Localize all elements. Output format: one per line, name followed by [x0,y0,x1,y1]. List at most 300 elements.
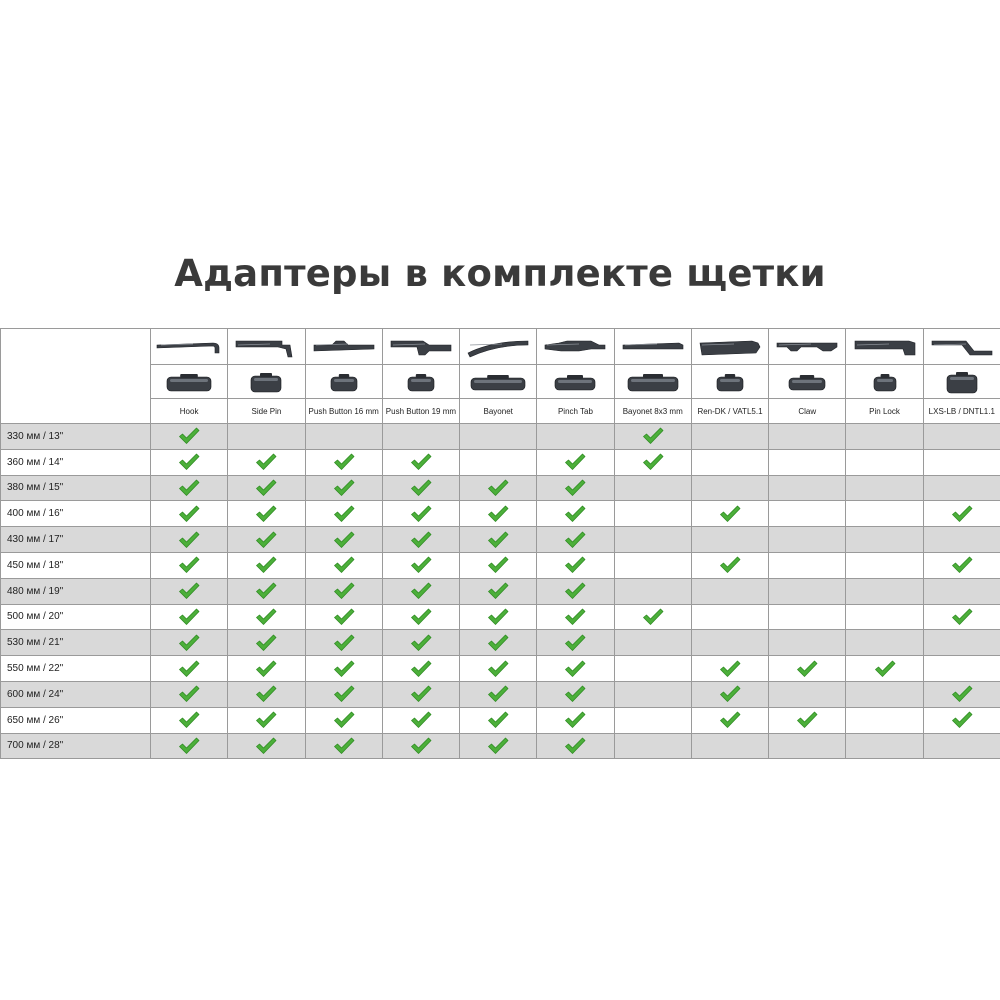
header-corner-cell [1,329,151,424]
check-mark-icon [564,736,586,756]
compat-cell [691,578,768,604]
compat-cell [614,449,691,475]
compat-cell [228,552,305,578]
compat-cell [691,449,768,475]
compat-cell [614,424,691,450]
check-mark-icon [410,710,432,730]
compat-cell [691,552,768,578]
compat-cell [923,578,1000,604]
check-mark-icon [951,504,973,524]
compat-cell [923,527,1000,553]
compat-cell [614,578,691,604]
check-mark-icon [564,555,586,575]
compat-cell [151,424,228,450]
check-mark-icon [564,633,586,653]
table-row [1,681,1000,707]
compat-cell [923,630,1000,656]
compat-cell [769,733,846,759]
check-mark-icon [255,736,277,756]
compat-cell [460,527,537,553]
adapter-clip-photo [466,368,530,396]
compat-cell [846,475,923,501]
check-mark-icon [333,710,355,730]
compat-cell [228,604,305,630]
adapter-clip-photo [621,368,685,396]
compat-cell [769,449,846,475]
check-mark-icon [487,684,509,704]
compat-cell [228,501,305,527]
compat-cell [846,733,923,759]
check-mark-icon [255,530,277,550]
check-mark-icon [564,452,586,472]
compat-cell [614,733,691,759]
check-mark-icon [796,710,818,730]
compat-cell [382,424,459,450]
adapter-bar-photo [539,333,611,361]
check-mark-icon [951,555,973,575]
compat-cell [691,475,768,501]
table-row [1,630,1000,656]
compat-cell [691,527,768,553]
check-mark-icon [487,478,509,498]
check-mark-icon [564,710,586,730]
adapter-clip-cell [769,365,846,399]
table-row [1,578,1000,604]
adapter-bar-photo [617,333,689,361]
check-mark-icon [564,659,586,679]
compat-cell [460,475,537,501]
check-mark-icon [487,581,509,601]
compat-cell [460,424,537,450]
compat-cell [614,681,691,707]
compat-cell [305,656,382,682]
adapter-bar-photo [308,333,380,361]
compat-cell [691,630,768,656]
compat-cell [151,604,228,630]
compat-cell [151,449,228,475]
compat-cell [460,630,537,656]
compat-cell [923,501,1000,527]
adapter-name-label: LXS-LB / DNTL1.1 [923,399,1000,424]
check-mark-icon [410,581,432,601]
check-mark-icon [487,710,509,730]
adapter-name-label: Push Button 19 mm [382,399,459,424]
header-row-adapter-names [1,399,1000,424]
adapter-bar-cell [228,329,305,365]
compat-cell [923,681,1000,707]
compat-cell [228,449,305,475]
adapter-name-label: Hook [151,399,228,424]
compat-cell [460,449,537,475]
compat-cell [151,681,228,707]
compat-cell [305,707,382,733]
compat-cell [228,681,305,707]
compat-cell [228,630,305,656]
compat-cell [228,733,305,759]
compat-cell [923,552,1000,578]
adapter-bar-cell [923,329,1000,365]
blade-size-label: 480 мм / 19" [1,578,151,604]
compat-cell [537,475,614,501]
compat-cell [846,604,923,630]
compat-cell [151,552,228,578]
compat-cell [382,733,459,759]
table-row [1,527,1000,553]
check-mark-icon [178,530,200,550]
check-mark-icon [410,684,432,704]
check-mark-icon [333,478,355,498]
compat-cell [614,707,691,733]
check-mark-icon [255,659,277,679]
compat-cell [846,552,923,578]
compat-cell [228,527,305,553]
check-mark-icon [410,607,432,627]
check-mark-icon [951,710,973,730]
check-mark-icon [796,659,818,679]
compat-cell [769,681,846,707]
compat-cell [846,449,923,475]
compat-cell [537,552,614,578]
compat-cell [460,656,537,682]
table-row [1,733,1000,759]
compat-cell [846,707,923,733]
check-mark-icon [333,504,355,524]
check-mark-icon [487,633,509,653]
compat-cell [305,578,382,604]
check-mark-icon [719,684,741,704]
table-row [1,656,1000,682]
check-mark-icon [642,452,664,472]
compat-cell [305,681,382,707]
compat-cell [923,733,1000,759]
compat-cell [382,475,459,501]
compat-cell [537,527,614,553]
compat-cell [460,733,537,759]
adapter-bar-photo [153,333,225,361]
check-mark-icon [255,504,277,524]
adapter-clip-photo [234,368,298,396]
adapter-clip-photo [698,368,762,396]
compat-cell [151,475,228,501]
compat-cell [382,578,459,604]
compat-cell [846,578,923,604]
check-mark-icon [719,659,741,679]
adapter-clip-cell [614,365,691,399]
check-mark-icon [410,659,432,679]
blade-size-label: 400 мм / 16" [1,501,151,527]
compat-cell [614,604,691,630]
compat-cell [460,707,537,733]
compat-cell [460,681,537,707]
compat-cell [846,501,923,527]
compat-cell [614,656,691,682]
adapter-bar-cell [382,329,459,365]
check-mark-icon [178,581,200,601]
adapter-bar-cell [691,329,768,365]
compat-cell [228,707,305,733]
compat-cell [151,501,228,527]
blade-size-label: 500 мм / 20" [1,604,151,630]
compat-cell [382,630,459,656]
blade-size-label: 450 мм / 18" [1,552,151,578]
adapter-name-label: Ren-DK / VATL5.1 [691,399,768,424]
blade-size-label: 330 мм / 13" [1,424,151,450]
check-mark-icon [719,555,741,575]
compat-cell [382,681,459,707]
compat-cell [460,604,537,630]
check-mark-icon [333,607,355,627]
check-mark-icon [178,478,200,498]
compat-cell [614,630,691,656]
check-mark-icon [719,504,741,524]
table-row [1,424,1000,450]
compat-cell [537,578,614,604]
compat-cell [151,527,228,553]
blade-size-label: 650 мм / 26" [1,707,151,733]
compat-cell [151,733,228,759]
adapter-bar-photo [771,333,843,361]
check-mark-icon [178,426,200,446]
adapter-bar-cell [305,329,382,365]
compat-cell [614,475,691,501]
adapter-clip-cell [382,365,459,399]
adapter-clip-cell [228,365,305,399]
adapter-clip-cell [691,365,768,399]
adapter-clip-photo [775,368,839,396]
compat-cell [228,578,305,604]
adapter-name-label: Side Pin [228,399,305,424]
compat-cell [305,424,382,450]
adapter-bar-photo [926,333,998,361]
check-mark-icon [487,530,509,550]
compat-cell [769,501,846,527]
check-mark-icon [564,607,586,627]
compat-cell [537,449,614,475]
adapter-bar-cell [151,329,228,365]
table-row [1,604,1000,630]
adapter-name-label: Bayonet 8x3 mm [614,399,691,424]
check-mark-icon [410,504,432,524]
compat-cell [769,424,846,450]
adapter-clip-photo [389,368,453,396]
adapter-bar-cell [614,329,691,365]
check-mark-icon [178,504,200,524]
check-mark-icon [951,684,973,704]
check-mark-icon [487,659,509,679]
check-mark-icon [178,736,200,756]
compat-cell [769,630,846,656]
compat-cell [382,552,459,578]
table-row [1,501,1000,527]
check-mark-icon [178,710,200,730]
compat-cell [305,630,382,656]
table-row [1,552,1000,578]
check-mark-icon [178,607,200,627]
adapter-bar-cell [537,329,614,365]
check-mark-icon [333,530,355,550]
compat-cell [691,501,768,527]
blade-size-label: 360 мм / 14" [1,449,151,475]
check-mark-icon [178,555,200,575]
adapter-bar-photo [230,333,302,361]
blade-size-label: 530 мм / 21" [1,630,151,656]
check-mark-icon [410,452,432,472]
adapter-name-label: Pinch Tab [537,399,614,424]
check-mark-icon [178,684,200,704]
compat-cell [769,578,846,604]
check-mark-icon [178,452,200,472]
compat-cell [923,424,1000,450]
compat-cell [151,578,228,604]
check-mark-icon [410,736,432,756]
compat-cell [923,475,1000,501]
compat-cell [614,552,691,578]
compat-cell [305,733,382,759]
check-mark-icon [255,633,277,653]
check-mark-icon [333,736,355,756]
compat-cell [691,656,768,682]
compat-cell [305,527,382,553]
check-mark-icon [333,633,355,653]
adapter-compatibility-table [0,328,1000,759]
adapter-clip-photo [312,368,376,396]
compat-cell [923,449,1000,475]
compat-cell [923,604,1000,630]
check-mark-icon [487,607,509,627]
adapter-clip-cell [537,365,614,399]
adapter-bar-cell [846,329,923,365]
compat-cell [305,604,382,630]
check-mark-icon [951,607,973,627]
blade-size-label: 550 мм / 22" [1,656,151,682]
compat-cell [537,630,614,656]
adapter-clip-cell [846,365,923,399]
compat-cell [691,681,768,707]
adapter-bar-cell [460,329,537,365]
adapter-bar-photo [849,333,921,361]
check-mark-icon [333,684,355,704]
adapter-name-label: Pin Lock [846,399,923,424]
compat-cell [382,707,459,733]
compat-cell [305,501,382,527]
table-row [1,449,1000,475]
check-mark-icon [333,452,355,472]
blade-size-label: 600 мм / 24" [1,681,151,707]
compat-cell [537,501,614,527]
adapter-clip-photo [543,368,607,396]
check-mark-icon [178,633,200,653]
compat-cell [305,449,382,475]
compat-cell [691,733,768,759]
adapter-name-label: Claw [769,399,846,424]
adapter-bar-photo [694,333,766,361]
adapter-bar-photo [462,333,534,361]
check-mark-icon [564,684,586,704]
compat-cell [151,707,228,733]
adapter-clip-photo [853,368,917,396]
check-mark-icon [642,607,664,627]
check-mark-icon [642,426,664,446]
check-mark-icon [410,633,432,653]
compat-cell [769,527,846,553]
compat-cell [923,707,1000,733]
check-mark-icon [410,478,432,498]
compat-cell [151,656,228,682]
blade-size-label: 430 мм / 17" [1,527,151,553]
compat-cell [537,681,614,707]
compat-cell [846,630,923,656]
compat-cell [769,707,846,733]
adapter-bar-cell [769,329,846,365]
compat-cell [537,707,614,733]
compat-cell [460,552,537,578]
compat-cell [614,501,691,527]
compat-cell [228,656,305,682]
compat-cell [691,604,768,630]
adapter-name-label: Push Button 16 mm [305,399,382,424]
compat-cell [537,424,614,450]
adapter-clip-cell [460,365,537,399]
check-mark-icon [487,555,509,575]
compat-cell [460,578,537,604]
blade-size-label: 380 мм / 15" [1,475,151,501]
blade-size-label: 700 мм / 28" [1,733,151,759]
check-mark-icon [255,478,277,498]
header-row-bar-photos [1,329,1000,365]
compat-cell [769,475,846,501]
check-mark-icon [255,710,277,730]
check-mark-icon [564,581,586,601]
check-mark-icon [410,530,432,550]
adapter-clip-cell [151,365,228,399]
page-title: Адаптеры в комплекте щетки [174,252,826,295]
compat-cell [382,604,459,630]
check-mark-icon [564,504,586,524]
check-mark-icon [719,710,741,730]
compat-cell [537,656,614,682]
compat-cell [228,475,305,501]
compat-cell [382,527,459,553]
compat-cell [537,604,614,630]
compat-cell [537,733,614,759]
check-mark-icon [255,555,277,575]
adapter-clip-cell [923,365,1000,399]
compat-cell [614,527,691,553]
check-mark-icon [874,659,896,679]
adapter-clip-cell [305,365,382,399]
compat-cell [382,449,459,475]
compat-cell [846,527,923,553]
check-mark-icon [410,555,432,575]
adapter-name-label: Bayonet [460,399,537,424]
compat-cell [769,656,846,682]
compat-cell [846,681,923,707]
compat-cell [769,604,846,630]
compat-cell [846,424,923,450]
adapter-bar-photo [385,333,457,361]
adapter-clip-photo [157,368,221,396]
compat-cell [460,501,537,527]
compat-cell [923,656,1000,682]
check-mark-icon [178,659,200,679]
compat-cell [691,707,768,733]
check-mark-icon [487,504,509,524]
header-row-clip-photos [1,365,1000,399]
table-row [1,707,1000,733]
compat-cell [846,656,923,682]
check-mark-icon [333,555,355,575]
compat-cell [228,424,305,450]
